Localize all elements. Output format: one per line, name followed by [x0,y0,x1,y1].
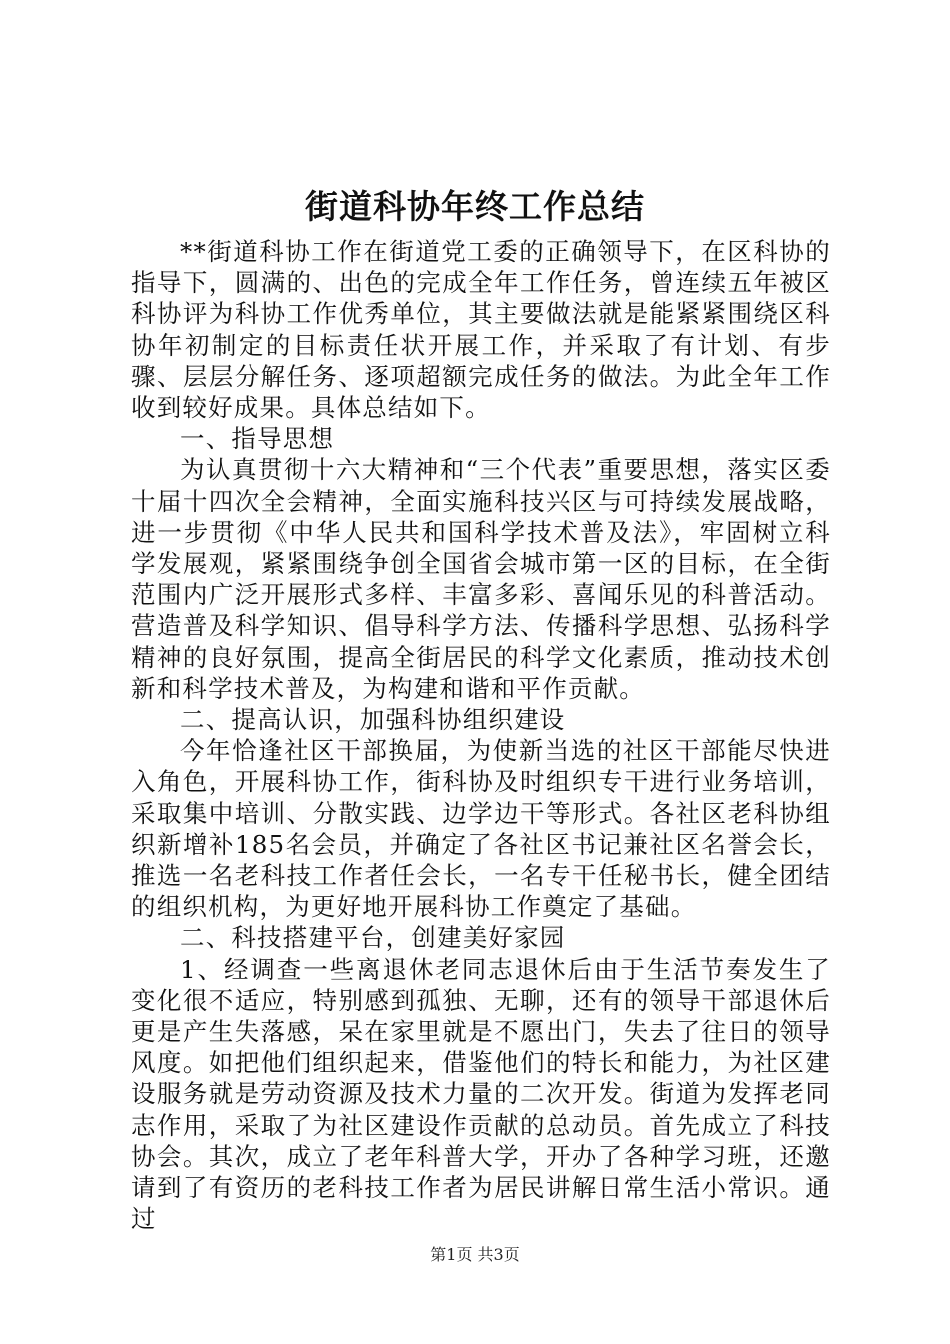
page-indicator: 第1页 共3页 [430,1245,520,1264]
document-body [131,236,831,1235]
section-heading-guiding-ideology: 一、指导思想 [180,424,335,454]
section-paragraph-technology-platform: 1、经调查一些离退休老同志退休后由于生活节奏发生了变化很不适应，特别感到孤独、无聊，还有的领导干部退休后更是产生失落感，呆在家里就是不愿出门，失去了往日的领导风度。如把他们组织起来，借鉴他们的特长和能力，为社区建设服务就是劳动资源及技术力量的二次开发。街道为发挥老同志作用，采取了为社区建设作贡献的总动员。首先成立了科技协会。其次，成立了老年科普大学，开办了各种学习班，还邀请到了有资历的老科技工作者为居民讲解日常生活小常识。通过 [131,954,831,1234]
section-paragraph-guiding-ideology: 为认真贯彻十六大精神和“三个代表”重要思想，落实区委十届十四次全会精神，全面实施科技兴区与可持续发展战略，进一步贯彻《中华人民共和国科学技术普及法》，牢固树立科学发展观，紧紧围绕争创全国省会城市第一区的目标，在全街范围内广泛开展形式多样、丰富多彩、喜闻乐见的科普活动。营造普及科学知识、倡导科学方法、传播科学思想、弘扬科学精神的良好氛围，提高全街居民的科学文化素质，推动技术创新和科学技术普及，为构建和谐和平作贡献。 [131,455,831,703]
page-footer [0,1244,950,1266]
section-paragraph-organization-building: 今年恰逢社区干部换届，为使新当选的社区干部能尽快进入角色，开展科协工作，街科协及时组织专干进行业务培训，采取集中培训、分散实践、边学边干等形式。各社区老科协组织新增补185名会员，并确定了各社区书记兼社区名誉会长，推选一名老科技工作者任会长，一名专干任秘书长，健全团结的组织机构，为更好地开展科协工作奠定了基础。 [131,736,831,922]
section-heading-organization-building: 二、提高认识，加强科协组织建设 [180,705,566,735]
section-heading-technology-platform: 二、科技搭建平台，创建美好家园 [180,923,566,953]
document-title: 街道科协年终工作总结 [305,187,645,226]
intro-paragraph: **街道科协工作在街道党工委的正确领导下，在区科协的指导下，圆满的、出色的完成全年工作任务，曾连续五年被区科协评为科协工作优秀单位，其主要做法就是能紧紧围绕区科协年初制定的目标责任状开展工作，并采取了有计划、有步骤、层层分解任务、逐项超额完成任务的做法。为此全年工作收到较好成果。具体总结如下。 [131,237,831,423]
